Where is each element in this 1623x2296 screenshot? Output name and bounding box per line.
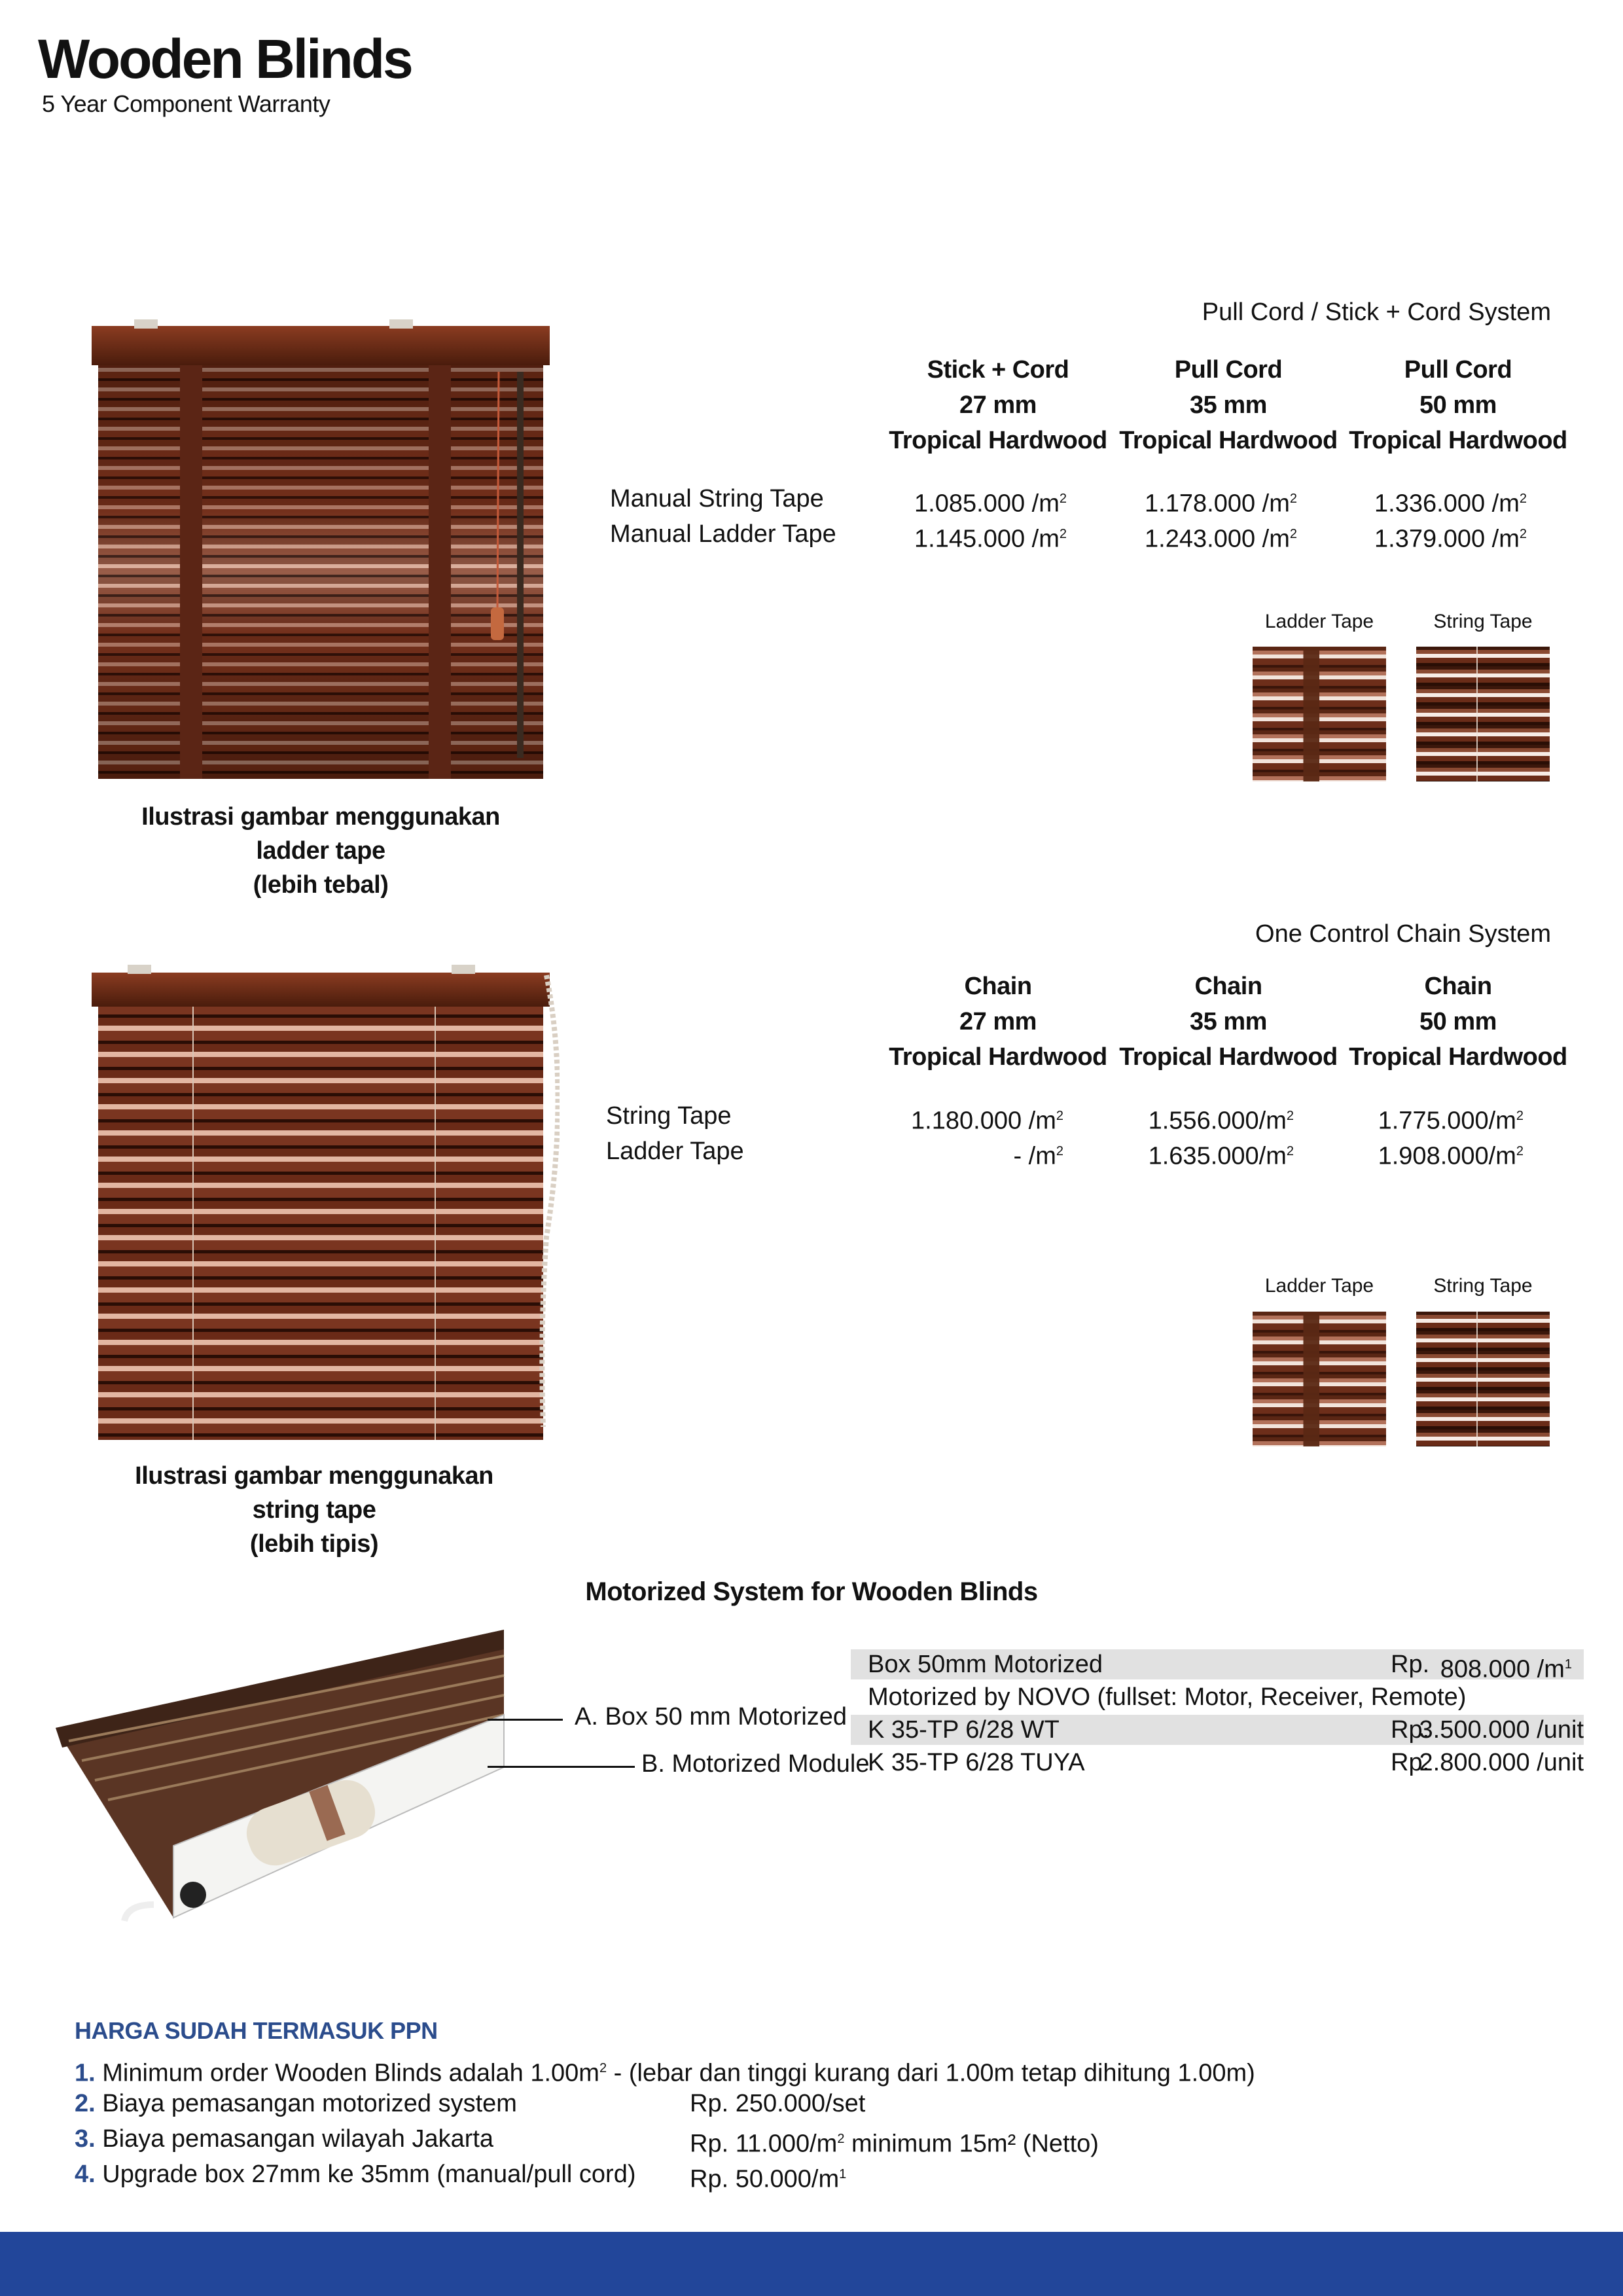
motor-row-rp: Rp. xyxy=(1391,1749,1430,1776)
pull-price-cell: 1.379.000 $/m^2$ xyxy=(1374,525,1527,553)
motor-row xyxy=(851,1682,1584,1712)
note-item: 1. Minimum order Wooden Blinds adalah $1.00m^2$ - (lebar dan tinggi kurang dari 1.00m tetap dihitung 1.00m) xyxy=(75,2059,1255,2087)
note-item: 2. Biaya pemasangan motorized system xyxy=(75,2090,517,2117)
note-item: 4. Upgrade box 27mm ke 35mm (manual/pull cord) xyxy=(75,2161,636,2188)
chain-col-3 xyxy=(1347,969,1569,1075)
leader-line-b xyxy=(488,1766,635,1768)
wooden-blind-string-photo xyxy=(88,962,560,1446)
note-number: 2. xyxy=(75,2090,96,2117)
note-value: Rp. $50.000/m^1$ xyxy=(690,2165,847,2193)
string-tape-swatch xyxy=(1416,1312,1550,1446)
chain-price-cell: $1.556.000/m^2$ xyxy=(1148,1107,1294,1135)
motor-row-desc: K 35-TP 6/28 TUYA xyxy=(868,1749,1085,1776)
pull-price-cell: 1.336.000 $/m^2$ xyxy=(1374,490,1527,518)
ladder-tape-swatch xyxy=(1253,647,1386,781)
label-motorized-module: B. Motorized Module xyxy=(641,1750,870,1778)
motorized-box-photo xyxy=(56,1630,507,1924)
motor-row-rp: Rp. xyxy=(1391,1651,1430,1678)
leader-line-a xyxy=(488,1719,563,1721)
pull-price-cell: 1.085.000 $/m^2$ xyxy=(914,490,1067,518)
pull-price-cell: 1.243.000 $/m^2$ xyxy=(1145,525,1297,553)
chain-price-cell: - $/m^2$ xyxy=(1013,1142,1063,1170)
motor-row-price: 808.000 $/m^1$ xyxy=(1440,1655,1572,1683)
pull-col-2-line1: Pull Cord xyxy=(1174,356,1283,384)
note-value: Rp. 250.000/set xyxy=(690,2090,866,2117)
pull-col-1-line2: 27 mm xyxy=(959,391,1037,419)
note-number: 3. xyxy=(75,2125,96,2153)
pull-system-name: Pull Cord / Stick + Cord System xyxy=(1202,298,1551,326)
chain-swatch-string-label: String Tape xyxy=(1433,1275,1533,1297)
chain-swatch-ladder-label: Ladder Tape xyxy=(1264,1275,1374,1297)
string-tape-swatch xyxy=(1416,647,1550,781)
notes-heading: HARGA SUDAH TERMASUK PPN xyxy=(75,2017,438,2044)
pull-col-3 xyxy=(1347,352,1569,458)
pull-row-1-label: Manual String Tape xyxy=(610,485,824,512)
motor-row-rp: Rp. xyxy=(1391,1716,1430,1744)
pull-col-1-line1: Stick + Cord xyxy=(927,356,1069,384)
note-number: 1. xyxy=(75,2059,96,2087)
chain-price-cell: $1.635.000/m^2$ xyxy=(1148,1142,1294,1170)
chain-col-3-line1: Chain xyxy=(1424,973,1492,1000)
pull-col-3-line1: Pull Cord xyxy=(1404,356,1512,384)
chain-price-cell: 1.180.000 $/m^2$ xyxy=(911,1107,1063,1135)
motor-row xyxy=(851,1715,1584,1745)
motor-row-price: 2.800.000 /unit xyxy=(1419,1749,1584,1776)
note-value: Rp. $11.000/m^2$ minimum 15m² (Netto) xyxy=(690,2130,1099,2158)
chain-price-cell: $1.775.000/m^2$ xyxy=(1378,1107,1524,1135)
motor-section-title: Motorized System for Wooden Blinds xyxy=(585,1577,1038,1606)
chain-col-3-line3: Tropical Hardwood xyxy=(1349,1043,1567,1071)
pull-swatch-ladder-label: Ladder Tape xyxy=(1264,611,1374,632)
pull-col-2-line2: 35 mm xyxy=(1190,391,1267,419)
motor-row-price: 3.500.000 /unit xyxy=(1419,1716,1584,1744)
chain-col-2-line3: Tropical Hardwood xyxy=(1119,1043,1338,1071)
chain-col-1-line1: Chain xyxy=(964,973,1032,1000)
footer-bar xyxy=(0,2232,1623,2296)
chain-row-1-label: String Tape xyxy=(606,1102,732,1130)
string-caption-line1: Ilustrasi gambar menggunakan string tape xyxy=(135,1462,493,1524)
page-title: Wooden Blinds xyxy=(38,28,412,90)
pull-col-3-line3: Tropical Hardwood xyxy=(1349,427,1567,454)
ladder-caption xyxy=(137,800,504,902)
pull-col-1-line3: Tropical Hardwood xyxy=(889,427,1107,454)
note-number: 4. xyxy=(75,2161,96,2188)
chain-col-1-line3: Tropical Hardwood xyxy=(889,1043,1107,1071)
pull-col-3-line2: 50 mm xyxy=(1419,391,1497,419)
pull-col-2 xyxy=(1117,352,1340,458)
page-subtitle: 5 Year Component Warranty xyxy=(42,90,330,117)
chain-col-2-line2: 35 mm xyxy=(1190,1008,1267,1035)
string-caption xyxy=(131,1459,497,1561)
ladder-tape-swatch xyxy=(1253,1312,1386,1446)
motor-row-desc: Box 50mm Motorized xyxy=(868,1651,1103,1678)
string-caption-line2: (lebih tipis) xyxy=(249,1530,379,1558)
pull-price-cell: 1.145.000 $/m^2$ xyxy=(914,525,1067,553)
motor-row xyxy=(851,1649,1584,1683)
chain-col-1 xyxy=(887,969,1109,1075)
chain-col-3-line2: 50 mm xyxy=(1419,1008,1497,1035)
chain-row-2-label: Ladder Tape xyxy=(606,1138,744,1165)
pull-row-2-label: Manual Ladder Tape xyxy=(610,520,836,548)
motor-row-desc: Motorized by NOVO (fullset: Motor, Receiver, Remote) xyxy=(868,1683,1467,1711)
motor-row xyxy=(851,1748,1584,1778)
pull-swatch-string-label: String Tape xyxy=(1433,611,1533,632)
chain-system-name: One Control Chain System xyxy=(1255,920,1551,948)
pull-col-1 xyxy=(887,352,1109,458)
motor-row-desc: K 35-TP 6/28 WT xyxy=(868,1716,1060,1744)
note-item: 3. Biaya pemasangan wilayah Jakarta xyxy=(75,2125,494,2153)
chain-col-2 xyxy=(1117,969,1340,1075)
ladder-caption-line2: (lebih tebal) xyxy=(253,871,389,899)
label-box-motorized: A. Box 50 mm Motorized xyxy=(575,1703,847,1731)
pull-col-2-line3: Tropical Hardwood xyxy=(1119,427,1338,454)
chain-col-2-line1: Chain xyxy=(1194,973,1262,1000)
wooden-blind-ladder-photo xyxy=(85,319,556,784)
chain-price-cell: $1.908.000/m^2$ xyxy=(1378,1142,1524,1170)
chain-col-1-line2: 27 mm xyxy=(959,1008,1037,1035)
ladder-caption-line1: Ilustrasi gambar menggunakan ladder tape xyxy=(141,803,500,865)
pull-price-cell: 1.178.000 $/m^2$ xyxy=(1145,490,1297,518)
